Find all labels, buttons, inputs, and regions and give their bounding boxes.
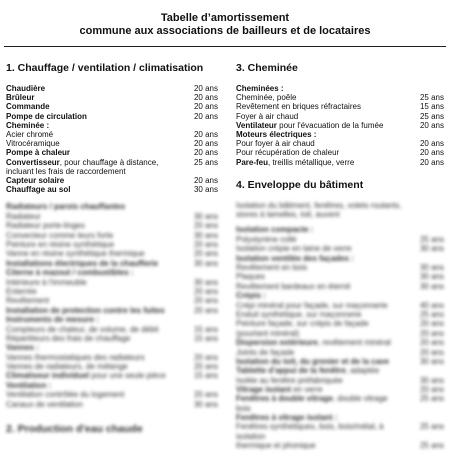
item-duration: 20 ans <box>419 139 444 149</box>
table-row <box>6 139 218 148</box>
item-duration: 20 ans <box>193 111 218 121</box>
item-label <box>236 148 408 157</box>
item-duration: 20 ans <box>193 93 218 103</box>
item-label <box>6 93 182 102</box>
item-duration: 20 ans <box>193 148 218 158</box>
section-title: 1. Chauffage / ventilation / climatisation <box>6 62 204 74</box>
item-description: , pour chauffage à distance, incluant les frais de raccordement <box>6 157 159 176</box>
item-label <box>6 139 182 148</box>
table-row <box>236 148 444 157</box>
item-description: pour l'évacuation de la fumée <box>276 120 384 130</box>
item-duration: 20 ans <box>193 84 218 93</box>
item-name: Pompe à chaleur <box>6 148 71 158</box>
table-row <box>236 93 444 102</box>
section-title-3: 3. Cheminée <box>236 62 298 74</box>
item-name: Pare-feu <box>236 157 269 167</box>
item-label <box>236 158 408 167</box>
item-label <box>236 102 408 111</box>
item-name: Convertisseur <box>6 157 60 167</box>
item-label <box>6 102 182 111</box>
item-duration: 25 ans <box>419 93 444 103</box>
section-enveloppe <box>236 179 444 450</box>
item-name: Acier chromé <box>6 130 54 140</box>
item-duration: 25 ans <box>419 111 444 121</box>
item-label <box>236 93 408 102</box>
item-name: Pompe de circulation <box>6 111 87 121</box>
item-label <box>236 112 408 121</box>
sub-heading: Cheminées : <box>236 84 284 93</box>
section-items-2 <box>236 139 444 167</box>
item-duration: 20 ans <box>419 157 444 167</box>
item-label <box>6 176 182 185</box>
title-line-1: Tabelle d’amortissement <box>160 12 290 24</box>
right-column <box>236 62 444 458</box>
item-name: Ventilateur <box>236 120 277 130</box>
item-duration: 15 ans <box>419 102 444 112</box>
item-label <box>6 84 182 93</box>
item-name: Cheminée, poêle <box>236 93 297 103</box>
table-row <box>236 139 444 148</box>
title-line-2: commune aux associations de bailleurs et de locataires <box>79 25 371 37</box>
item-label <box>6 148 182 157</box>
item-name: Brûleur <box>6 93 35 103</box>
blurred-content: Radiateurs / parois chauffantes Radiateur 30 ans Radiateur porte-linges 20 ans Convecteur comme leurs forte 30 ans Peinture en résine synthétique 20 ans Vanne en résine synthétique thermique 20 ans Installations électriques de la chaufferie 30 ans Citerne à mazout / combustibles : Intérieure à l'immeuble 30 ans Enterrée 20 ans Revêtement 20 ans Installation de protection contre les fuites 20 ans Instruments de mesure : Compteurs de chaleur, de volume, de débit 15 ans Répartiteurs des frais de chauffage 15 ans Vannes : Vannes thermostatiques des radiateurs 20 ans Vannes de radiateurs, de mélange 20 ans Climatiseur individuel pour une seule pièce 15 ans Ventilation : Ventilation contrôlée du logement 20 ans Canaux de ventilation 30 ans 2. Production d'eau chaude <box>6 202 218 436</box>
page-title <box>0 12 450 38</box>
item-duration: 25 ans <box>193 157 218 167</box>
item-label <box>236 139 408 148</box>
table-row <box>6 185 218 194</box>
table-row <box>6 112 218 121</box>
table-row <box>6 84 218 93</box>
item-name: Vitrocéramique <box>6 139 60 149</box>
table-row <box>6 102 218 111</box>
section-items <box>236 93 444 130</box>
item-name: Chauffage au sol <box>6 185 71 195</box>
item-label <box>236 121 408 130</box>
item-name: Revêtement en briques réfractaires <box>236 102 361 112</box>
section-cheminee <box>236 62 444 167</box>
table-row <box>236 158 444 167</box>
section-chauffage <box>6 62 218 194</box>
item-duration: 20 ans <box>419 148 444 158</box>
item-duration: 20 ans <box>193 102 218 112</box>
table-row <box>6 148 218 157</box>
item-duration: 20 ans <box>193 130 218 140</box>
item-duration: 20 ans <box>193 139 218 149</box>
title-divider <box>4 46 446 47</box>
table-row <box>6 130 218 139</box>
table-row <box>6 176 218 185</box>
item-name: Cheminée : <box>6 120 50 130</box>
item-label <box>6 112 182 121</box>
item-name: Foyer à air chaud <box>236 111 299 121</box>
table-row <box>236 102 444 111</box>
section-title-4: 4. Enveloppe du bâtiment <box>236 178 364 191</box>
table-row <box>6 93 218 102</box>
item-label <box>6 121 182 130</box>
item-name: Pour foyer à air chaud <box>236 139 315 149</box>
item-duration: 20 ans <box>193 176 218 186</box>
item-label <box>6 130 182 139</box>
table-row <box>6 121 218 130</box>
item-label <box>6 158 182 176</box>
item-duration: 30 ans <box>193 185 218 195</box>
table-row <box>236 112 444 121</box>
item-name: Commande <box>6 102 50 112</box>
sub-heading-2: Moteurs électriques : <box>236 130 317 140</box>
section-title-2: 2. Production d'eau chaude <box>6 423 143 436</box>
section-items <box>6 84 218 194</box>
table-row <box>236 121 444 130</box>
item-name: Pour récupération de chaleur <box>236 148 340 158</box>
item-description: , treillis métallique, verre <box>268 157 355 167</box>
item-label <box>6 185 182 194</box>
item-duration: 20 ans <box>419 120 444 130</box>
left-column <box>6 62 218 436</box>
item-name: Chaudière <box>6 84 46 93</box>
table-row <box>6 158 218 176</box>
item-name: Capteur solaire <box>6 176 65 186</box>
blurred-content: Isolation du bâtiment, fenêtres, volets roulants, stores à lamelles, toit, auvent Isolation compacte : Polystyrène collé 25 ans Isolation crépie en laine de verre 30 ans Isolation ventilée des façades : Revêtement en bois 30 ans Plaques 30 ans Revêtement bardeaux en éternit 30 ans Crépis : Crépi minéral pour façade, sur maçonnerie 40 ans Enduit synthétique, sur maçonnerie 25 ans Peinture façade, sur crépis de façade 20 ans (pourtant minéral) 20 ans Dispersion extérieure, revêtement minéral 20 ans Joints de façade 20 ans Isolation du toit, du grenier et de la cave 30 ans Tablette d'appui de la fenêtre, adaptée Isolée au fenêtre préfabriquée 30 ans Vitrage isolant en verre 20 ans Fenêtres à double vitrage, double vitrage bois 25 ans Fenêtres à vitrage isolant : Fenêtres synthétiques, bois, bois/métal, à isolation 25 ans thermique et phonique 25 ans <box>236 200 444 451</box>
